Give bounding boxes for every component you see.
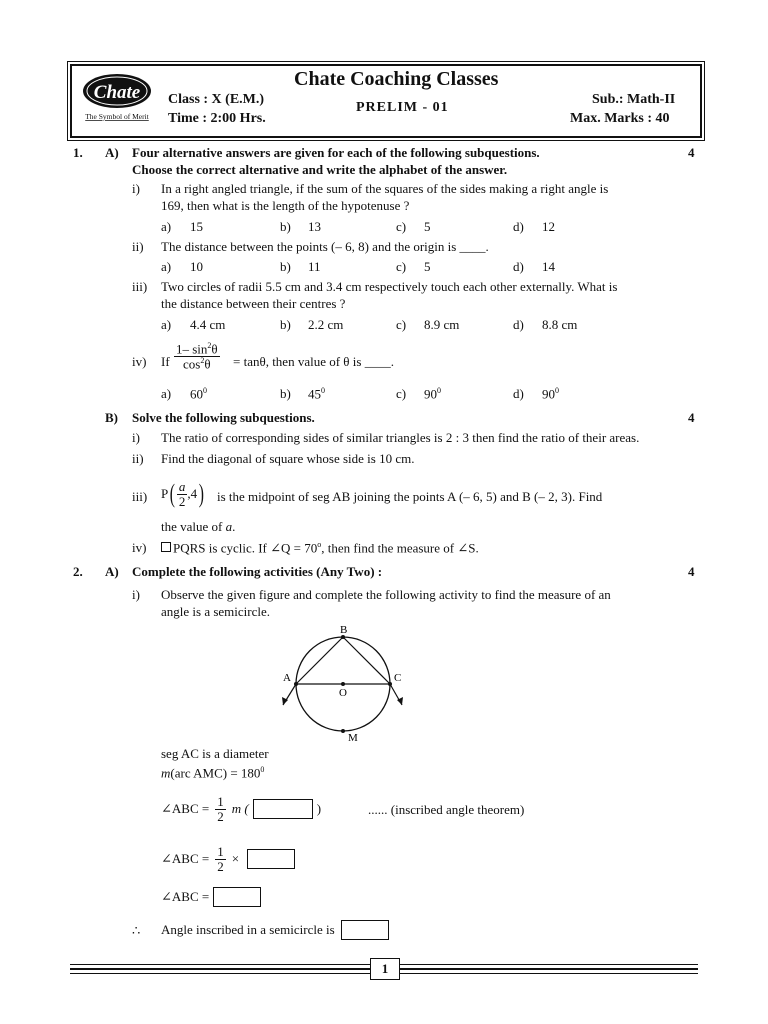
conclusion-text: Angle inscribed in a semicircle is [161, 922, 335, 937]
theta: θ [204, 356, 211, 372]
option-key: a) [161, 219, 172, 234]
class-label: Class : X (E.M.) [168, 92, 265, 107]
chate-logo [80, 71, 154, 123]
left-paren-glyph: ( [169, 479, 176, 508]
chord-bc [343, 637, 390, 684]
q1b-iv-text2: , then find the measure of ∠S. [321, 540, 479, 556]
option-value: 90 [424, 386, 437, 402]
label-b: B [340, 624, 348, 636]
option-value: 10 [190, 259, 203, 274]
sq-exp: 2 [207, 341, 212, 350]
answer-box-abc[interactable] [213, 887, 261, 907]
q1a-ii-num: ii) [132, 239, 144, 254]
frac-numerator: 1– sin [176, 341, 208, 357]
q1b-marks: 4 [688, 410, 695, 425]
option-value: 11 [308, 259, 321, 274]
option-key: c) [396, 259, 407, 274]
option-key: d) [513, 317, 524, 332]
q2a-i-line1: Observe the given figure and complete the following activity to find the measure of an [161, 587, 611, 602]
times-sign: × [231, 851, 240, 866]
option-value: 2.2 cm [308, 317, 344, 332]
q1a-iii-line2: the distance between their centres ? [161, 296, 346, 311]
point-c [388, 682, 392, 686]
q1a-iii-num: iii) [132, 279, 148, 294]
sq-exp: 2 [200, 355, 205, 365]
page-title: Chate Coaching Classes [294, 68, 499, 90]
arc-measure: (arc AMC) = 180 [170, 765, 261, 781]
answer-box-conclusion[interactable] [341, 920, 389, 940]
answer-box-value[interactable] [247, 849, 295, 869]
option-value: 4.4 cm [190, 317, 226, 332]
q2a-marks: 4 [688, 564, 695, 579]
q1a-i-line2: 169, then what is the length of the hypotenuse ? [161, 198, 410, 213]
q1a-iv-rest: = tanθ, then value of θ is ____. [233, 354, 394, 369]
q1a-instruction-2: Choose the correct alternative and write the alphabet of the answer. [132, 162, 508, 177]
frac-denominator: cos [183, 356, 201, 372]
q1b-i-text: The ratio of corresponding sides of similar triangles is 2 : 3 then find the ratio of their areas. [161, 430, 640, 445]
option-key: d) [513, 219, 524, 234]
half-numerator: 1 [217, 793, 224, 809]
option-value: 15 [190, 219, 203, 234]
point-m [341, 729, 345, 733]
q1a-i-line1: In a right angled triangle, if the sum of the squares of the sides making a right angle is [161, 181, 609, 196]
q2a-i-num: i) [132, 587, 140, 602]
right-paren-glyph: ) [198, 479, 205, 508]
option-key: d) [513, 386, 524, 401]
label-a: A [283, 672, 291, 684]
option-value: 12 [542, 219, 555, 234]
activity-line1: seg AC is a diameter [161, 746, 269, 761]
activity-line2 [161, 765, 264, 781]
q1b-iii-line2a: the value of [161, 519, 223, 534]
option-key: c) [396, 386, 407, 401]
option-key: c) [396, 317, 407, 332]
option-key: b) [280, 219, 291, 234]
point-label: P [161, 486, 169, 501]
option-value: 60 [190, 386, 203, 402]
q2a-i-line2: angle is a semicircle. [161, 604, 271, 619]
logo-text: Chate [93, 82, 141, 103]
chord-ab [296, 637, 343, 684]
q1a-ii-line1: The distance between the points (– 6, 8) and the origin is ____. [161, 239, 489, 254]
therefore-symbol: ∴ [132, 923, 141, 938]
abc-label: ∠ABC = [161, 889, 210, 904]
half-numerator: 1 [217, 843, 224, 859]
q1a-iv-fraction [174, 342, 220, 371]
q1a-iii-line1: Two circles of radii 5.5 cm and 3.4 cm respectively touch each other externally. What is [161, 279, 618, 294]
semicircle-figure [270, 620, 420, 745]
comma-four: ,4 [187, 486, 198, 501]
q1b-iii-point [161, 474, 206, 514]
half-denominator: 2 [217, 808, 224, 824]
q1b-iv-num: iv) [132, 540, 147, 555]
q1b-iii-var: a [225, 519, 233, 534]
quadrilateral-icon [161, 542, 171, 552]
degree-sup: 0 [555, 386, 559, 395]
point-a [294, 682, 298, 686]
q1a-iv-num: iv) [132, 354, 147, 369]
q1b-instruction: Solve the following subquestions. [132, 410, 315, 425]
close-paren: ) [316, 801, 322, 816]
option-key: c) [396, 219, 407, 234]
frac-denominator: 2 [178, 493, 186, 509]
option-key: a) [161, 386, 172, 401]
logo-tagline: The Symbol of Merit [85, 112, 149, 121]
q1-number: 1. [73, 145, 83, 160]
degree-sup: 0 [203, 386, 207, 395]
q1b-ii-num: ii) [132, 451, 144, 466]
option-value: 5 [424, 259, 431, 274]
option-value: 14 [542, 259, 555, 274]
time-label: Time : 2:00 Hrs. [168, 111, 266, 126]
option-key: b) [280, 259, 291, 274]
q2a-instruction: Complete the following activities (Any Two) : [132, 564, 383, 579]
subject-label: Sub.: Math-II [592, 92, 676, 107]
m-paren: m ( [231, 801, 249, 816]
q1a-i-num: i) [132, 181, 140, 196]
degree-sup: o [317, 540, 322, 549]
option-value: 13 [308, 219, 321, 234]
q2a-label: A) [105, 564, 119, 579]
activity-reason: ...... (inscribed angle theorem) [368, 802, 525, 817]
label-c: C [394, 672, 402, 684]
q2-number: 2. [73, 564, 83, 579]
label-m: M [348, 732, 358, 744]
answer-box-arc[interactable] [253, 799, 313, 819]
activity-step1 [161, 788, 321, 830]
option-value: 8.8 cm [542, 317, 578, 332]
option-value: 90 [542, 386, 555, 402]
degree-sup: 0 [260, 765, 265, 774]
q1b-ii-text: Find the diagonal of square whose side is 10 cm. [161, 451, 415, 466]
degree-sup: 0 [437, 386, 441, 395]
activity-conclusion [161, 919, 389, 941]
option-key: a) [161, 317, 172, 332]
q1b-iv-text1: PQRS is cyclic. If ∠Q = 70 [173, 540, 318, 556]
abc-label: ∠ABC = [161, 851, 210, 866]
option-value: 5 [424, 219, 431, 234]
half-denominator: 2 [217, 858, 224, 874]
q1b-i-num: i) [132, 430, 140, 445]
q1b-label: B) [105, 410, 118, 425]
theta: θ [211, 341, 218, 357]
measure-m: m [161, 765, 171, 781]
q1a-marks: 4 [688, 145, 695, 160]
q1b-iv-text [161, 540, 479, 556]
paper-label: PRELIM - 01 [356, 100, 449, 115]
option-value: 45 [308, 386, 321, 402]
activity-step3 [161, 886, 261, 908]
option-key: d) [513, 259, 524, 274]
option-key: b) [280, 317, 291, 332]
activity-step2 [161, 838, 295, 880]
option-key: b) [280, 386, 291, 401]
label-o: O [339, 687, 347, 699]
q1a-label: A) [105, 145, 119, 160]
q1b-iii-num: iii) [132, 489, 148, 504]
option-key: a) [161, 259, 172, 274]
option-value: 8.9 cm [424, 317, 460, 332]
page-number: 1 [370, 958, 400, 980]
point-o [341, 682, 345, 686]
abc-label: ∠ABC = [161, 801, 210, 816]
max-marks-label: Max. Marks : 40 [570, 111, 670, 126]
frac-numerator: a [178, 478, 186, 494]
q1a-iv-if: If [161, 354, 170, 369]
degree-sup: 0 [321, 386, 325, 395]
q1b-iii-period: . [232, 519, 236, 534]
q1a-instruction-1: Four alternative answers are given for each of the following subquestions. [132, 145, 540, 160]
q1b-iii-text: is the midpoint of seg AB joining the points A (– 6, 5) and B (– 2, 3). Find [217, 489, 603, 504]
